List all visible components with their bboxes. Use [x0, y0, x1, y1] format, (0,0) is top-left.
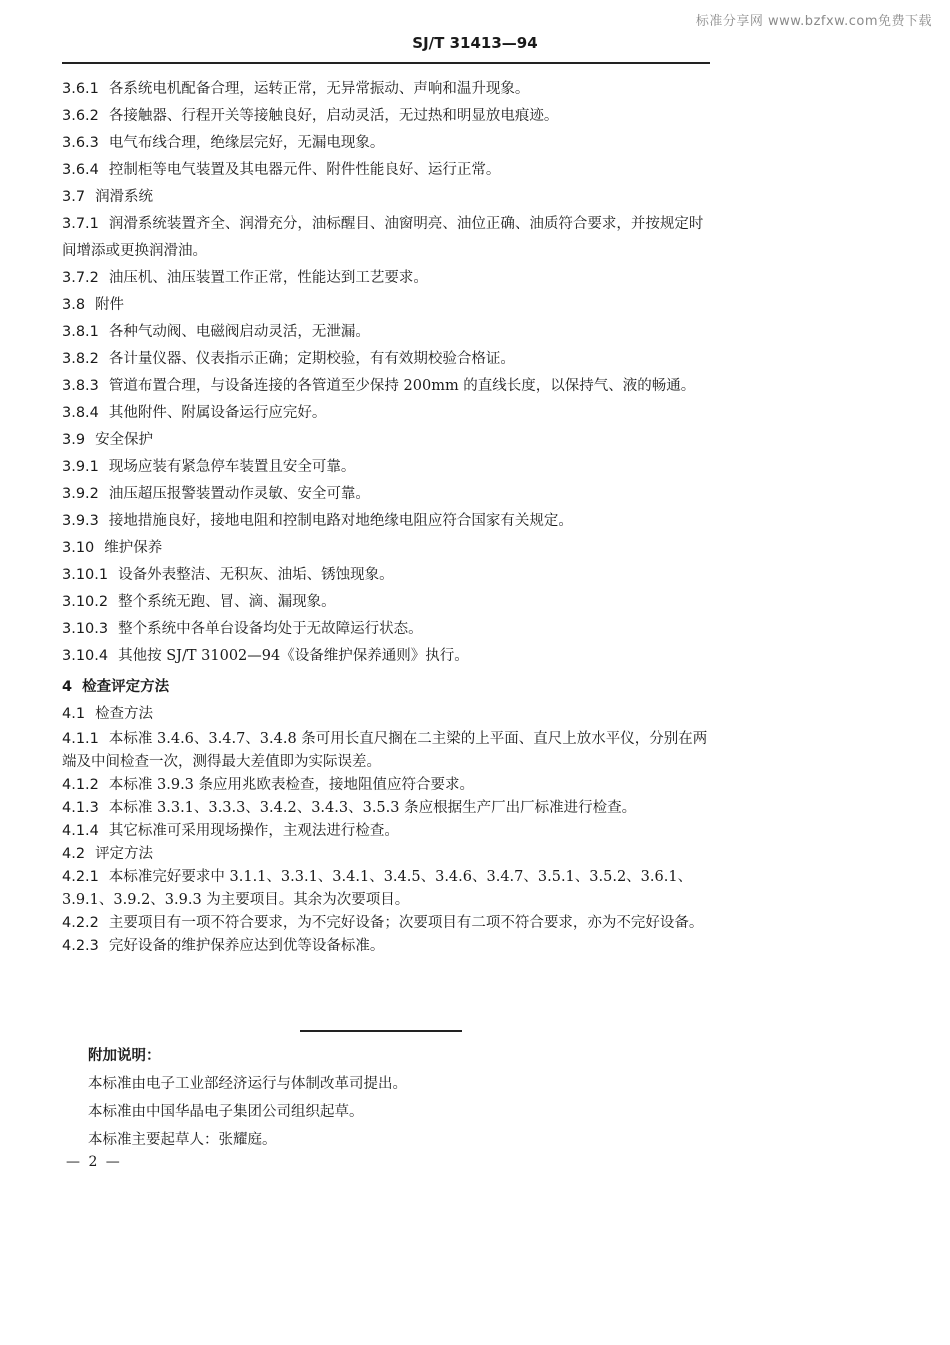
appendix-line: 本标准主要起草人：张耀庭。 [88, 1132, 277, 1148]
clause-4-1-2: 4.1.2 本标准 3.9.3 条应用兆欧表检查，接地阻值应符合要求。 [62, 777, 475, 793]
clause-3-8-4: 3.8.4 其他附件、附属设备运行应完好。 [62, 405, 327, 421]
clause-3-8-2: 3.8.2 各计量仪器、仪表指示正确；定期校验，有有效期校验合格证。 [62, 351, 515, 367]
clause-4-2-3: 4.2.3 完好设备的维护保养应达到优等设备标准。 [62, 938, 385, 954]
header-rule [62, 62, 710, 64]
clause-3-9-1: 3.9.1 现场应装有紧急停车装置且安全可靠。 [62, 459, 356, 475]
clause-3-6-1: 3.6.1 各系统电机配备合理，运转正常，无异常振动、声响和温升现象。 [62, 81, 530, 97]
clause-3-6-3: 3.6.3 电气布线合理，绝缘层完好，无漏电现象。 [62, 135, 385, 151]
clause-3-10-4: 3.10.4 其他按 SJ/T 31002—94《设备维护保养通则》执行。 [62, 648, 469, 664]
clause-4-2-1: 4.2.1 本标准完好要求中 3.1.1、3.3.1、3.4.1、3.4.5、3.4.6、3.4.7、3.5.1、3.5.2、3.6.1、3.9.1、3.9.2、3.9.3 为主要项目。其余为次要项目。 [62, 869, 693, 908]
document-body [62, 76, 710, 958]
clause-3-7-2: 3.7.2 油压机、油压装置工作正常，性能达到工艺要求。 [62, 270, 428, 286]
clause-4-2-2: 4.2.2 主要项目有一项不符合要求，为不完好设备；次要项目有二项不符合要求，亦为不完好设备。 [62, 915, 704, 931]
clause-3-10-2: 3.10.2 整个系统无跑、冒、滴、漏现象。 [62, 594, 336, 610]
section-3-9-heading: 3.9 安全保护 [62, 432, 154, 448]
document-number: SJ/T 31413—94 [412, 34, 538, 52]
clause-3-10-3: 3.10.3 整个系统中各单台设备均处于无故障运行状态。 [62, 621, 423, 637]
clause-3-9-3: 3.9.3 接地措施良好，接地电阻和控制电路对地绝缘电阻应符合国家有关规定。 [62, 513, 573, 529]
section-4-1-heading: 4.1 检查方法 [62, 706, 154, 722]
section-3-7-heading: 3.7 润滑系统 [62, 189, 154, 205]
clause-4-1-3: 4.1.3 本标准 3.3.1、3.3.3、3.4.2、3.4.3、3.5.3 条应根据生产厂出厂标准进行检查。 [62, 800, 637, 816]
section-3-8-heading: 3.8 附件 [62, 297, 125, 313]
clause-3-8-1: 3.8.1 各种气动阀、电磁阀启动灵活，无泄漏。 [62, 324, 370, 340]
clause-3-10-1: 3.10.1 设备外表整洁、无积灰、油垢、锈蚀现象。 [62, 567, 394, 583]
chapter-4-heading: 4 检查评定方法 [62, 678, 170, 695]
appendix-line: 本标准由电子工业部经济运行与体制改革司提出。 [88, 1076, 407, 1092]
clause-3-7-1: 3.7.1 润滑系统装置齐全、润滑充分，油标醒目、油窗明亮、油位正确、油质符合要求，并按规定时间增添或更换润滑油。 [62, 216, 704, 259]
clause-3-6-4: 3.6.4 控制柜等电气装置及其电器元件、附件性能良好、运行正常。 [62, 162, 501, 178]
watermark: 标准分享网 www.bzfxw.com免费下载 [695, 14, 932, 29]
clause-3-9-2: 3.9.2 油压超压报警装置动作灵敏、安全可靠。 [62, 486, 370, 502]
clause-4-1-4: 4.1.4 其它标准可采用现场操作，主观法进行检查。 [62, 823, 399, 839]
appendix-line: 本标准由中国华晶电子集团公司组织起草。 [88, 1104, 364, 1120]
clause-3-8-3: 3.8.3 管道布置合理，与设备连接的各管道至少保持 200mm 的直线长度，以保持气、液的畅通。 [62, 378, 696, 394]
section-4-2-heading: 4.2 评定方法 [62, 846, 154, 862]
end-rule [300, 1030, 462, 1032]
page-number: — 2 — [66, 1154, 122, 1170]
appendix [88, 1042, 688, 1154]
clause-4-1-1: 4.1.1 本标准 3.4.6、3.4.7、3.4.8 条可用长直尺搁在二主梁的上平面、直尺上放水平仪，分别在两端及中间检查一次，测得最大差值即为实际误差。 [62, 731, 708, 770]
clause-3-6-2: 3.6.2 各接触器、行程开关等接触良好，启动灵活，无过热和明显放电痕迹。 [62, 108, 559, 124]
appendix-title: 附加说明： [88, 1047, 161, 1064]
section-3-10-heading: 3.10 维护保养 [62, 540, 163, 556]
